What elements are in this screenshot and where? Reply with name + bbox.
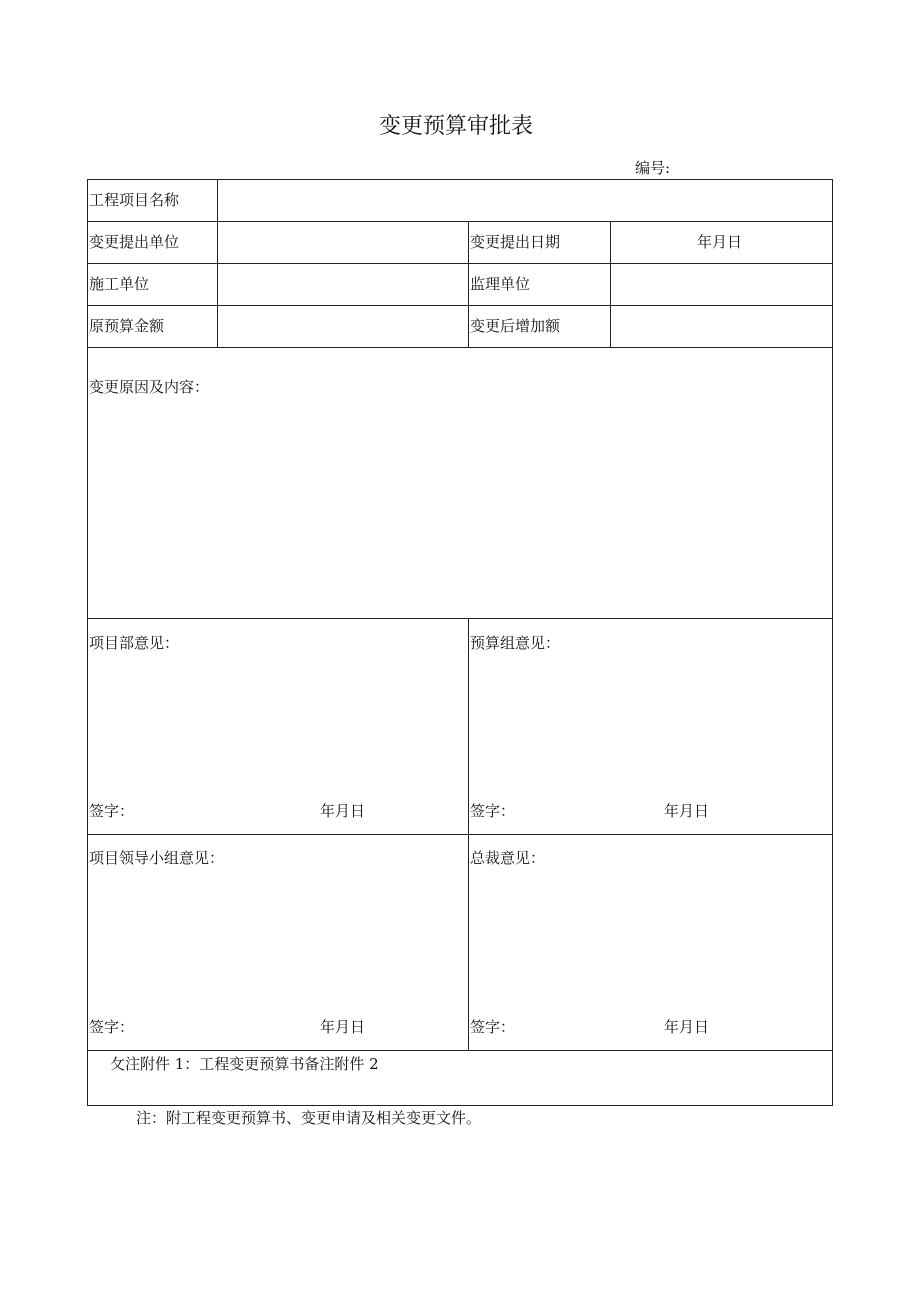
label-project-dept-opinion: 项目部意见： — [89, 634, 180, 652]
col-divider — [217, 179, 218, 347]
sign-date: 年月日 — [320, 802, 366, 820]
label-original-budget: 原预算金额 — [89, 317, 165, 335]
row-divider — [87, 1050, 833, 1051]
table-border — [87, 1105, 833, 1106]
sign-date: 年月日 — [664, 802, 710, 820]
label-change-reason: 变更原因及内容： — [89, 378, 210, 396]
label-proposer-unit: 变更提出单位 — [89, 233, 180, 251]
label-budget-group-opinion: 预算组意见： — [470, 634, 561, 652]
sign-date: 年月日 — [320, 1018, 366, 1036]
sign-label: 签字： — [470, 1018, 516, 1036]
sign-date: 年月日 — [664, 1018, 710, 1036]
label-proposal-date: 变更提出日期 — [470, 233, 561, 251]
label-project-name: 工程项目名称 — [89, 191, 180, 209]
col-divider — [610, 221, 611, 347]
row-divider — [87, 347, 833, 348]
table-border — [87, 179, 833, 180]
label-president-opinion: 总裁意见： — [470, 849, 546, 867]
col-divider — [468, 221, 469, 347]
table-border — [87, 179, 88, 1106]
number-label: 编号: — [635, 159, 671, 177]
row-divider — [87, 618, 833, 619]
label-leadership-opinion: 项目领导小组意见： — [89, 849, 225, 867]
attachment-note: 攵注附件 1：工程变更预算书备注附件 2 — [110, 1055, 379, 1073]
footnote: 注：附工程变更预算书、变更申请及相关变更文件。 — [136, 1109, 482, 1127]
row-divider — [87, 263, 833, 264]
sign-label: 签字： — [89, 1018, 135, 1036]
proposal-date-value: 年月日 — [697, 233, 743, 251]
col-divider — [468, 618, 469, 1050]
row-divider — [87, 834, 833, 835]
page-title: 变更预算审批表 — [379, 114, 534, 139]
label-increase-after: 变更后增加额 — [470, 317, 561, 335]
row-divider — [87, 221, 833, 222]
sign-label: 签字： — [89, 802, 135, 820]
label-construction-unit: 施工单位 — [89, 275, 150, 293]
row-divider — [87, 305, 833, 306]
table-border — [832, 179, 833, 1106]
label-supervision-unit: 监理单位 — [470, 275, 531, 293]
sign-label: 签字： — [470, 802, 516, 820]
